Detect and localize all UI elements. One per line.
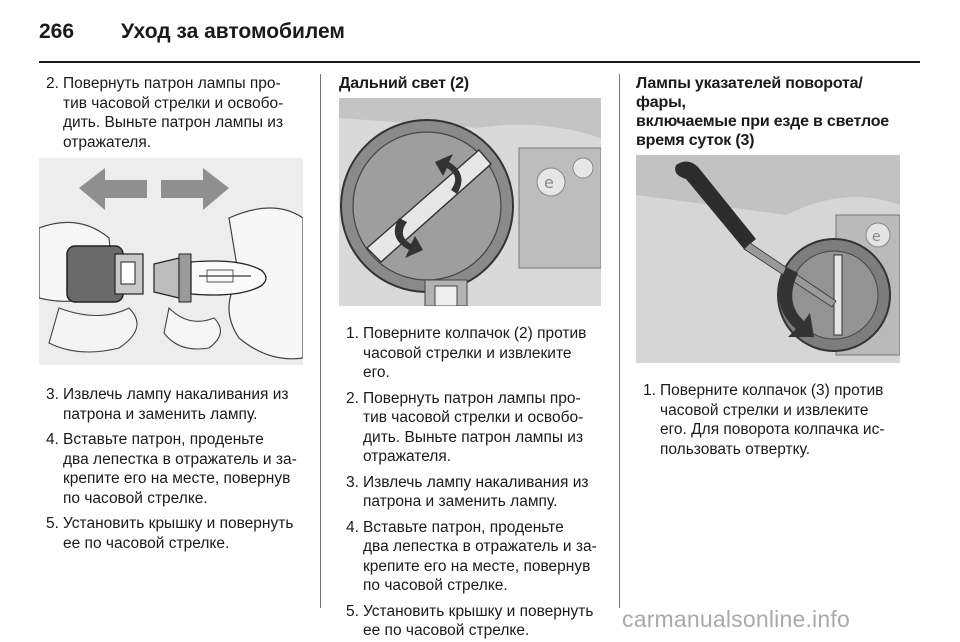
bulb-removal-illustration (39, 158, 303, 365)
step-text: Повернуть патрон лампы про- тив часовой стрелки и освобо- дить. Выньте патрон лампы из отражателя. (363, 389, 584, 465)
section-heading-turn-signal: Лампы указателей поворота/фары, включаемые при езде в светлое время суток (3) (636, 75, 889, 149)
list-item (39, 385, 309, 424)
list-item (339, 473, 607, 512)
list-item (636, 381, 904, 459)
high-beam-cap-illustration (339, 98, 601, 306)
step-text: Установить крышку и повернуть ее по часовой стрелке. (363, 602, 594, 639)
step-number: 4. (46, 431, 59, 448)
step-number: 4. (346, 518, 359, 536)
section-heading-high-beam: Дальний свет (2) (339, 75, 469, 92)
page-header (39, 14, 919, 54)
middle-column (339, 74, 607, 642)
left-steps-top (39, 74, 309, 152)
step-text: Вставьте патрон, проденьте два лепестка в отражатель и за- крепите его на месте, повернув по часовой стрелке. (63, 431, 297, 507)
step-text: Поверните колпачок (3) против часовой стрелки и извлеките его. Для поворота колпачка ис- пользовать отвертку. (660, 382, 885, 458)
svg-text:e: e (544, 173, 554, 192)
step-number: 3. (346, 473, 359, 491)
svg-text:e: e (872, 229, 881, 245)
step-text: Вставьте патрон, проденьте два лепестка в отражатель и за- крепите его на месте, повернув по часовой стрелке. (363, 518, 597, 594)
list-item (339, 518, 607, 596)
step-number: 2. (346, 389, 359, 407)
step-number: 1. (643, 382, 656, 399)
step-text: Извлечь лампу накаливания из патрона и заменить лампу. (63, 386, 289, 423)
step-text: Повернуть патрон лампы про- тив часовой стрелки и освобо- дить. Выньте патрон лампы из отражателя. (63, 75, 284, 151)
step-number: 5. (46, 515, 59, 532)
list-item (339, 324, 607, 383)
list-item (39, 514, 309, 553)
column-divider (320, 74, 321, 608)
list-item (39, 430, 309, 508)
turn-signal-cap-illustration (636, 155, 900, 363)
step-number: 2. (46, 75, 59, 92)
right-steps (636, 381, 904, 459)
column-divider (619, 74, 620, 608)
watermark: carmanualsonline.info (622, 606, 850, 632)
list-item (339, 602, 607, 641)
step-text: Установить крышку и повернуть ее по часовой стрелке. (63, 515, 294, 552)
step-number: 3. (46, 386, 59, 403)
page-number: 266 (39, 20, 75, 43)
left-steps-bottom (39, 385, 309, 553)
list-item (39, 74, 309, 152)
step-text: Извлечь лампу накаливания из патрона и заменить лампу. (363, 473, 589, 510)
step-number: 5. (346, 602, 359, 620)
step-text: Поверните колпачок (2) против часовой стрелки и извлеките его. (363, 325, 587, 381)
middle-steps (339, 324, 607, 641)
list-item (339, 389, 607, 467)
left-column (39, 74, 309, 559)
page-title: Уход за автомобилем (121, 20, 345, 43)
step-number: 1. (346, 325, 359, 342)
header-divider (39, 61, 920, 63)
right-column (636, 74, 904, 465)
